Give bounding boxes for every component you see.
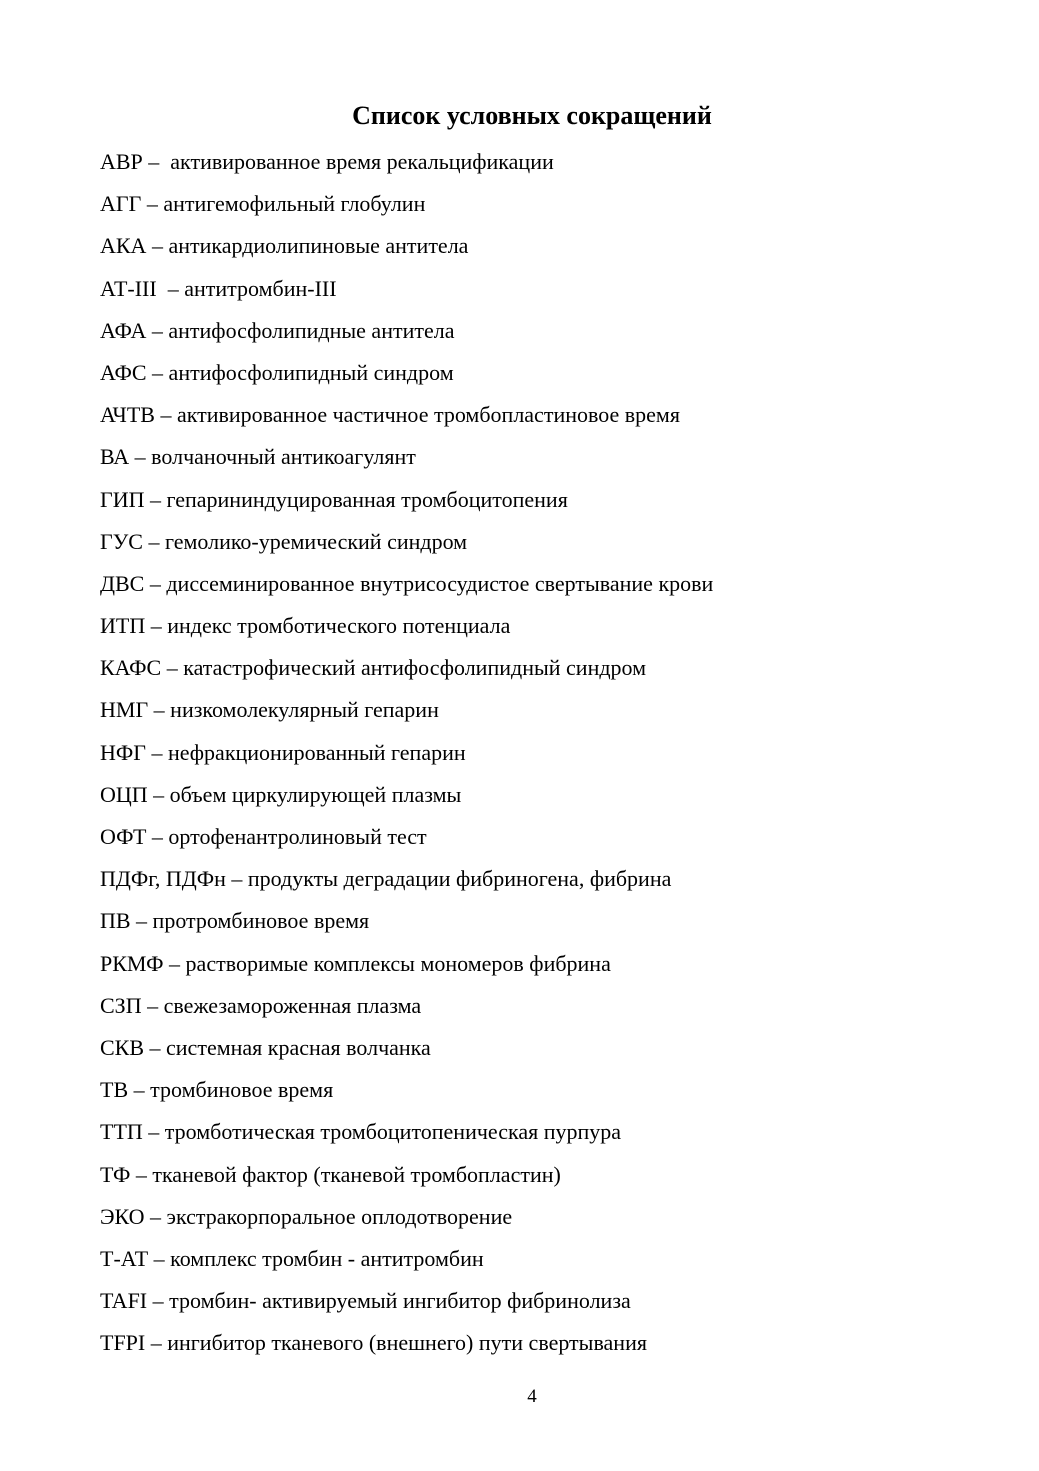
abbreviation-entry: АВР – активированное время рекальцификации (100, 149, 554, 174)
abbreviation-entry: Т-АТ – комплекс тромбин - антитромбин (100, 1245, 484, 1271)
abbreviation-entry: ГИП – гепарининдуцированная тромбоцитопения (100, 486, 568, 512)
abbreviation-entry: НФГ – нефракционированный гепарин (100, 739, 466, 765)
abbreviation-entry: АГГ – антигемофильный глобулин (100, 191, 426, 217)
abbreviation-entry: СЗП – свежезамороженная плазма (100, 992, 422, 1018)
abbreviation-entry: СКВ – системная красная волчанка (100, 1034, 431, 1060)
abbreviation-entry: ИТП – индекс тромботического потенциала (100, 613, 511, 639)
abbreviation-entry: АКА – антикардиолипиновые антитела (100, 233, 469, 259)
abbreviation-entry: ТТП – тромботическая тромбоцитопеническая пурпура (100, 1119, 622, 1145)
abbreviation-entry: АФС – антифосфолипидный синдром (100, 359, 454, 385)
abbreviation-entry: ПВ – протромбиновое время (100, 908, 370, 934)
abbreviation-entry: АЧТВ – активированное частичное тромбопластиновое время (100, 402, 680, 428)
abbreviation-entry: КАФС – катастрофический антифосфолипидный синдром (100, 655, 647, 681)
abbreviation-entry: ВА – волчаночный антикоагулянт (100, 444, 416, 470)
abbreviation-entry: ПДФг, ПДФн – продукты деградации фибриногена, фибрина (100, 866, 672, 892)
abbreviation-entry: ТФ – тканевой фактор (тканевой тромбопластин) (100, 1161, 561, 1187)
abbreviation-entry: TFPI – ингибитор тканевого (внешнего) пути свертывания (100, 1330, 647, 1356)
abbreviation-entry: АФА – антифосфолипидные антитела (100, 317, 455, 343)
abbreviation-list (100, 145, 1000, 1368)
abbreviation-entry: ТВ – тромбиновое время (100, 1077, 334, 1103)
page-number: 4 (527, 1386, 537, 1407)
abbreviation-entry: ОФТ – ортофенантролиновый тест (100, 824, 427, 849)
abbreviation-entry: TAFI – тромбин- активируемый ингибитор фибринолиза (100, 1288, 631, 1314)
abbreviation-entry: РКМФ – растворимые комплексы мономеров фибрина (100, 950, 611, 976)
page-title: Список условных сокращений (352, 101, 712, 130)
abbreviation-entry: ОЦП – объем циркулирующей плазмы (100, 781, 462, 807)
abbreviation-entry: ГУС – гемолико-уремический синдром (100, 528, 468, 554)
abbreviation-entry: АТ-III – антитромбин-III (100, 275, 337, 301)
abbreviation-entry: ЭКО – экстракорпоральное оплодотворение (100, 1203, 513, 1229)
abbreviation-entry: НМГ – низкомолекулярный гепарин (100, 697, 439, 723)
abbreviation-entry: ДВС – диссеминированное внутрисосудистое свертывание крови (100, 570, 714, 596)
